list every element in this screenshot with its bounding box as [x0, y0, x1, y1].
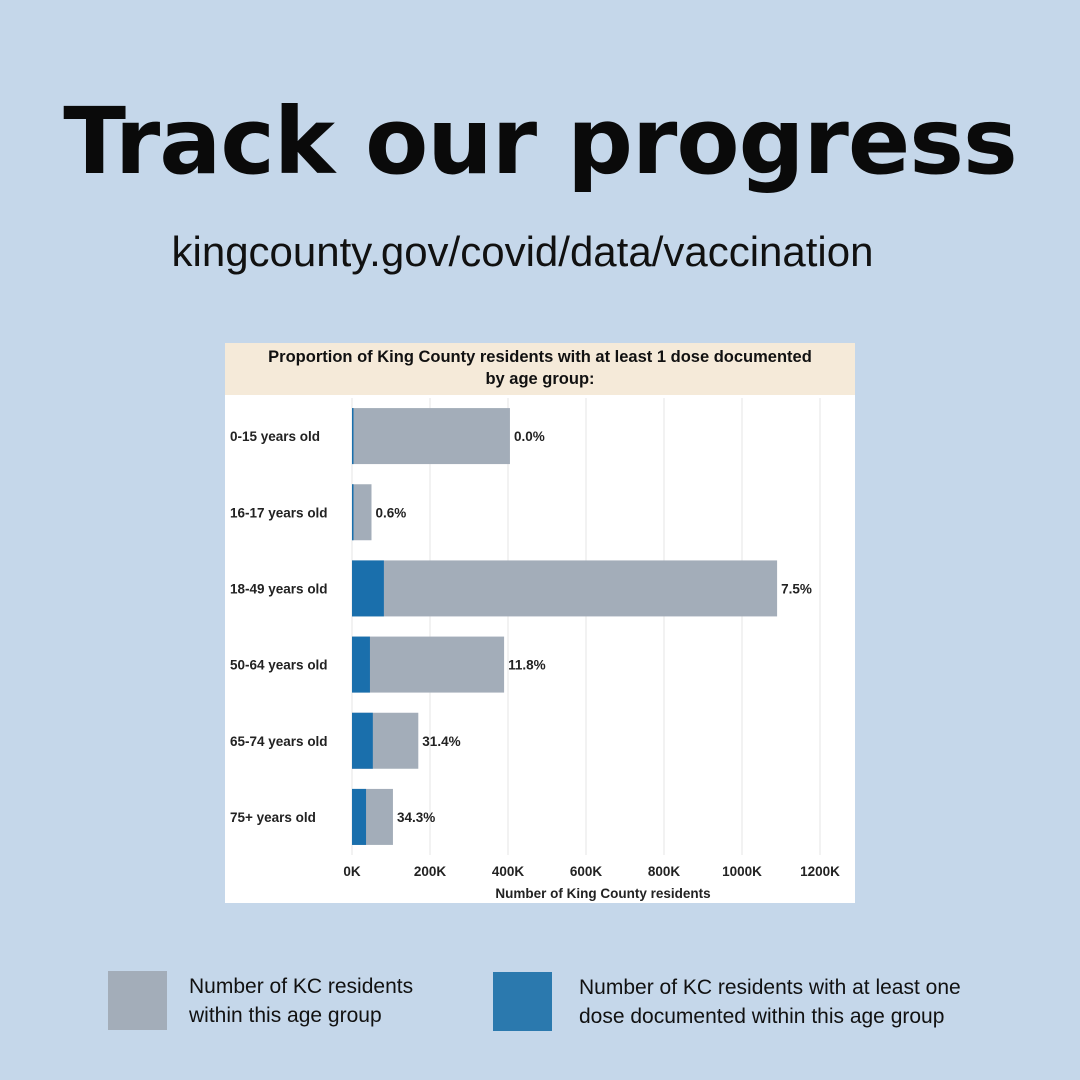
chart-title-line-1: Proportion of King County residents with at least 1 dose documented	[268, 348, 812, 366]
x-tick-label: 1200K	[800, 864, 840, 879]
legend-label-line: within this age group	[189, 1003, 382, 1027]
legend-label-vaccinated	[579, 973, 961, 1031]
bar-vaccinated	[352, 484, 354, 540]
data-label: 11.8%	[508, 657, 546, 673]
legend-swatch-population	[108, 971, 167, 1030]
vaccination-data-url[interactable]: kingcounty.gov/covid/data/vaccination	[171, 228, 874, 275]
category-label: 65-74 years old	[230, 733, 328, 749]
category-label: 0-15 years old	[230, 429, 321, 445]
bar-vaccinated	[352, 408, 354, 464]
bar-population	[352, 484, 372, 540]
x-tick-label: 800K	[647, 864, 681, 879]
chart-title-line-2: by age group:	[485, 370, 595, 388]
legend-item-vaccinated	[493, 972, 961, 1031]
bar-population	[352, 560, 777, 616]
bar-vaccinated	[352, 637, 370, 693]
legend-label-line: dose documented within this age group	[579, 1004, 945, 1028]
x-axis-title: Number of King County residents	[495, 886, 711, 901]
category-label: 50-64 years old	[230, 657, 328, 673]
category-label: 75+ years old	[230, 809, 316, 825]
data-label: 31.4%	[422, 733, 461, 749]
x-tick-label: 0K	[343, 864, 361, 879]
x-tick-label: 400K	[491, 864, 525, 879]
headline: Track our progress	[63, 88, 1017, 195]
bar-population	[352, 637, 504, 693]
legend-label-line: Number of KC residents	[189, 974, 414, 998]
category-label: 18-49 years old	[230, 581, 328, 597]
legend-label-line: Number of KC residents with at least one	[579, 975, 961, 999]
x-tick-label: 200K	[413, 864, 447, 879]
bar-vaccinated	[352, 560, 384, 616]
legend-label-population	[189, 972, 413, 1030]
legend-item-population	[108, 971, 413, 1030]
legend-swatch-vaccinated	[493, 972, 552, 1031]
bar-population	[352, 408, 510, 464]
data-label: 0.0%	[513, 429, 545, 445]
category-label: 16-17 years old	[230, 505, 328, 521]
bar-vaccinated	[352, 713, 373, 769]
bar-chart	[225, 343, 855, 903]
data-label: 0.6%	[375, 505, 407, 521]
bar-vaccinated	[352, 789, 366, 845]
data-label: 7.5%	[781, 581, 812, 597]
x-tick-label: 1000K	[722, 864, 762, 879]
data-label: 34.3%	[396, 809, 436, 825]
x-tick-label: 600K	[569, 864, 603, 879]
chart-card	[225, 343, 855, 903]
